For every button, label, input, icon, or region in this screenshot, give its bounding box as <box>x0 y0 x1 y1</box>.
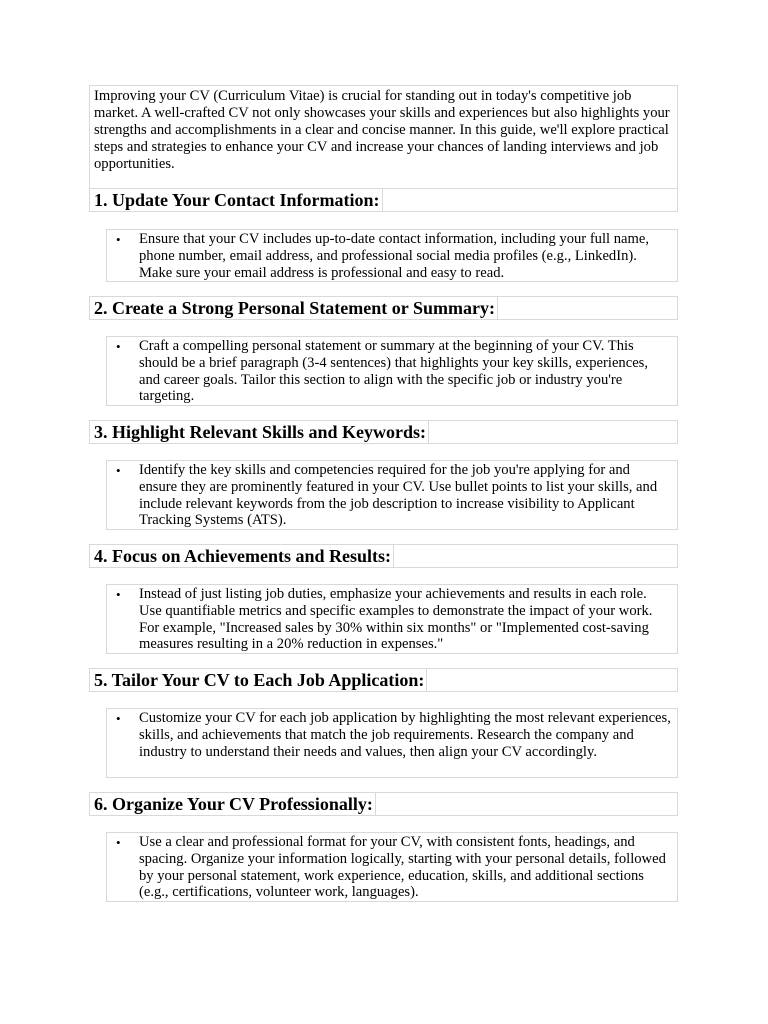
section-6-heading <box>89 792 678 816</box>
bullet-dot-icon: • <box>116 587 121 602</box>
section-2-heading <box>89 296 678 320</box>
section-4-heading <box>89 544 678 568</box>
section-1-heading-text: 1. Update Your Contact Information: <box>94 190 380 210</box>
bullet-dot-icon: • <box>116 232 121 247</box>
section-3-bullet-text: Identify the key skills and competencies required for the job you're applying for and ensure they are prominently featured in your CV. Use bullet points to list your skills, and include relevant keywords from the job description to increase visibility to Applicant Tracking Systems (ATS). <box>139 462 658 529</box>
section-1-bullet-text: Ensure that your CV includes up-to-date contact information, including your full name, phone number, email address, and professional social media profiles (e.g., LinkedIn). Make sure your email address is professional and easy to read. <box>139 231 649 281</box>
section-2-bullet-text: Craft a compelling personal statement or summary at the beginning of your CV. This should be a brief paragraph (3-4 sentences) that highlights your key skills, experiences, and career goals. Tailor this section to align with the specific job or industry you're targeting. <box>139 338 649 405</box>
section-4-heading-text: 4. Focus on Achievements and Results: <box>94 546 392 566</box>
bullet-dot-icon: • <box>116 463 121 478</box>
section-5-bullet <box>106 708 678 778</box>
intro-paragraph: Improving your CV (Curriculum Vitae) is crucial for standing out in today's competitive job market. A well-crafted CV not only showcases your skills and experiences but also highlights your strengths and accomplishments in a clear and concise manner. In this guide, we'll explore practical steps and strategies to enhance your CV and increase your chances of landing interviews and job opportunities. <box>89 85 678 212</box>
section-3-heading-text: 3. Highlight Relevant Skills and Keywords: <box>94 422 427 442</box>
section-5-bullet-text: Customize your CV for each job application by highlighting the most relevant experiences, skills, and achievements that match the job requirements. Research the company and industry to understand their needs and values, then align your CV accordingly. <box>139 710 671 760</box>
section-2-heading-text: 2. Create a Strong Personal Statement or Summary: <box>94 298 495 318</box>
bullet-dot-icon: • <box>116 339 121 354</box>
section-1-heading <box>89 188 678 212</box>
section-5-heading <box>89 668 678 692</box>
section-6-bullet-text: Use a clear and professional format for your CV, with consistent fonts, headings, and spacing. Organize your information logically, starting with your personal details, followed by your personal statement, work experience, education, skills, and additional sections (e.g., certifications, volunteer work, languages). <box>139 834 666 901</box>
section-4-bullet <box>106 584 678 654</box>
section-2-bullet <box>106 336 678 406</box>
bullet-dot-icon: • <box>116 711 121 726</box>
section-3-heading <box>89 420 678 444</box>
section-5-heading-text: 5. Tailor Your CV to Each Job Application: <box>94 670 425 690</box>
section-4-bullet-text: Instead of just listing job duties, emphasize your achievements and results in each role. Use quantifiable metrics and specific examples to demonstrate the impact of your work. For example, "Increased sales by 30% within six months" or "Implemented cost-saving measures resulting in a 20% reduction in expenses." <box>139 586 653 653</box>
section-3-bullet <box>106 460 678 530</box>
bullet-dot-icon: • <box>116 835 121 850</box>
section-1-bullet <box>106 229 678 282</box>
section-6-heading-text: 6. Organize Your CV Professionally: <box>94 794 373 814</box>
section-6-bullet <box>106 832 678 902</box>
